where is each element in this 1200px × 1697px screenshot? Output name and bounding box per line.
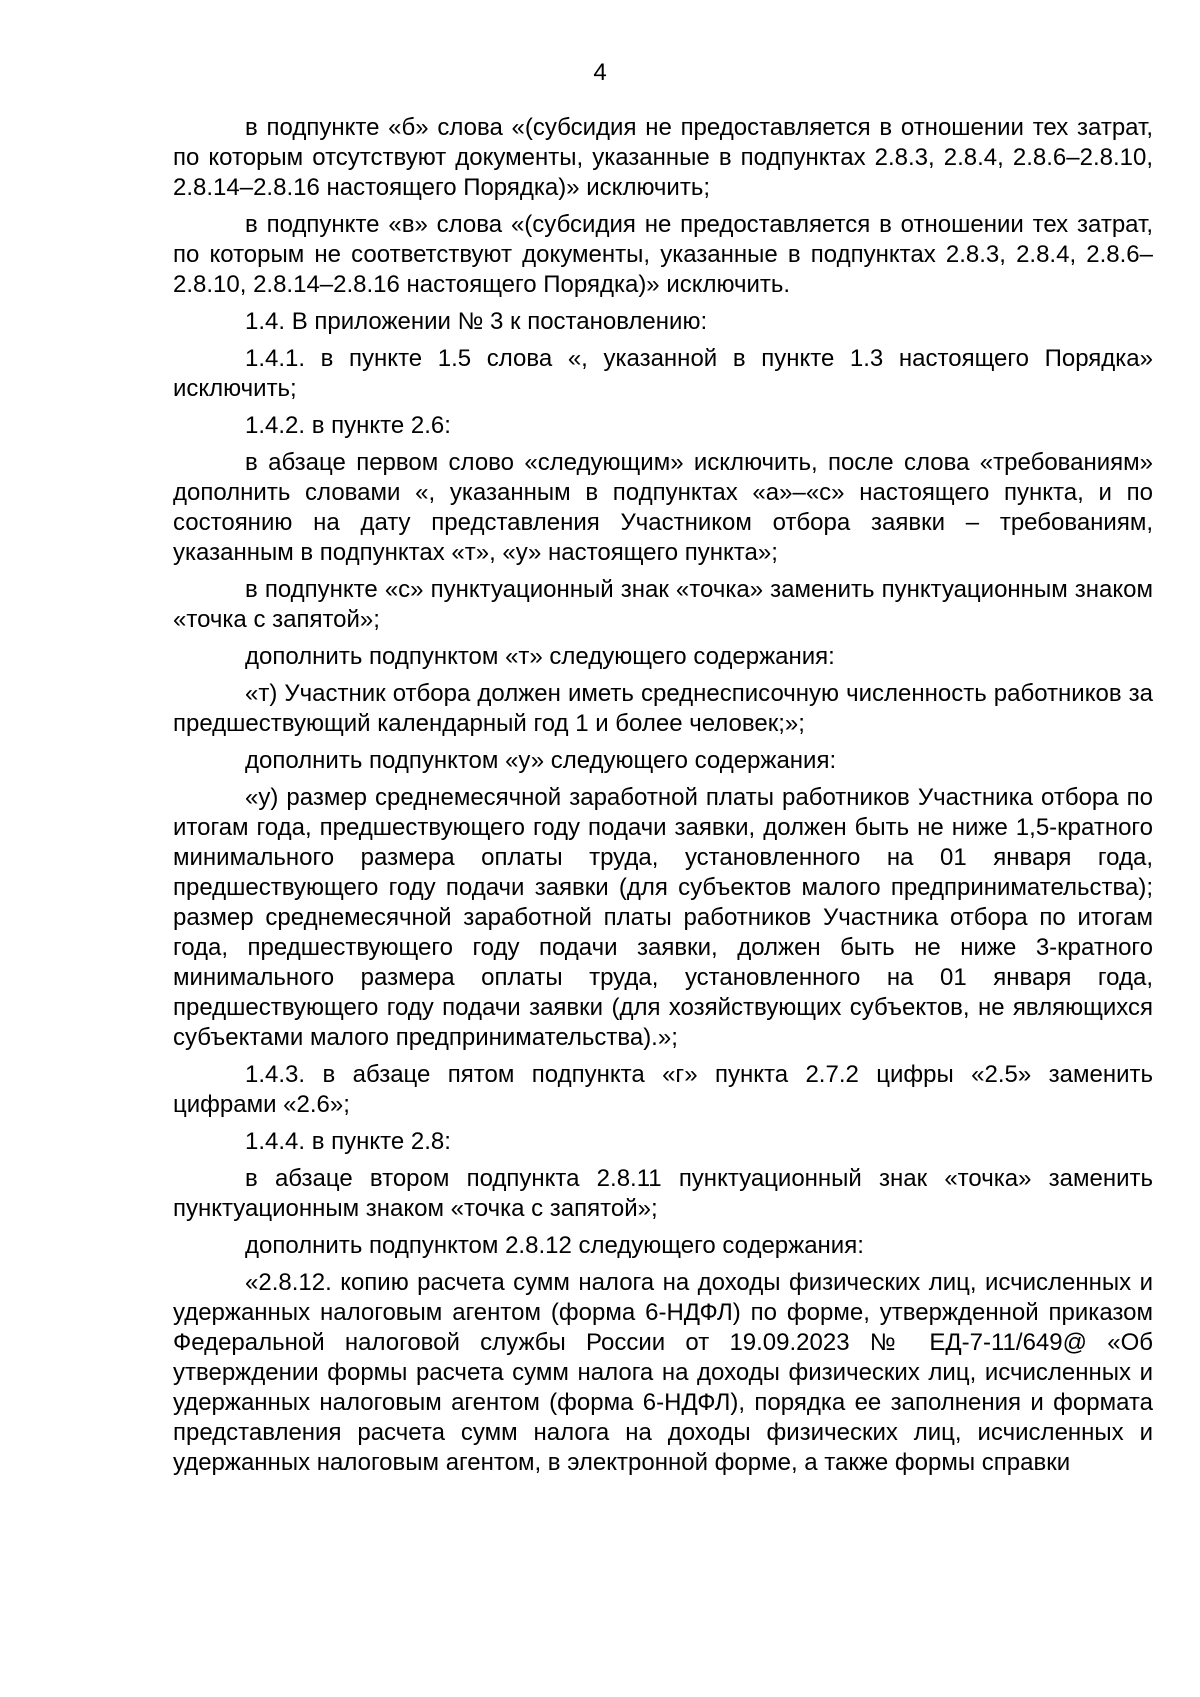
document-body (173, 113, 1153, 1478)
paragraph: 1.4.2. в пункте 2.6: (245, 412, 451, 439)
page-number: 4 (593, 59, 607, 86)
paragraph: 1.4. В приложении № 3 к постановлению: (245, 308, 708, 335)
paragraph: 1.4.4. в пункте 2.8: (245, 1128, 451, 1155)
paragraph: дополнить подпунктом 2.8.12 следующего содержания: (245, 1232, 864, 1259)
paragraph: дополнить подпунктом «у» следующего содержания: (245, 747, 837, 774)
paragraph: дополнить подпунктом «т» следующего содержания: (245, 643, 835, 670)
paragraph: «у) размер среднемесячной заработной платы работников Участника отбора по итогам года, предшествующего году подачи заявки, должен быть не ниже 1,5-кратного минимального размера оплаты труда, установленного на 01 января года, предшествующего году подачи заявки (для субъектов малого предпринимательства); размер среднемесячной заработной платы работников Участника отбора по итогам года, предшествующего году подачи заявки, должен быть не ниже 3-кратного минимального размера оплаты труда, установленного на 01 января года, предшествующего году подачи заявки (для хозяйствующих субъектов, не являющихся субъектами малого предпринимательства).»; (173, 784, 1153, 1051)
paragraph: в подпункте «с» пунктуационный знак «точка» заменить пунктуационным знаком «точка с запятой»; (173, 576, 1153, 633)
paragraph: «т) Участник отбора должен иметь среднесписочную численность работников за предшествующий календарный год 1 и более человек;»; (173, 680, 1153, 737)
paragraph: в абзаце первом слово «следующим» исключить, после слова «требованиям» дополнить словами «, указанным в подпунктах «а»–«с» настоящего пункта, и по состоянию на дату представления Участником отбора заявки – требованиям, указанным в подпунктах «т», «у» настоящего пункта»; (173, 449, 1153, 566)
paragraph: «2.8.12. копию расчета сумм налога на доходы физических лиц, исчисленных и удержанных налоговым агентом (форма 6-НДФЛ) по форме, утвержденной приказом Федеральной налоговой службы России от 19.09.2023 № ЕД-7-11/649@ «Об утверждении формы расчета сумм налога на доходы физических лиц, исчисленных и удержанных налоговым агентом (форма 6-НДФЛ), порядка ее заполнения и формата представления расчета сумм налога на доходы физических лиц, исчисленных и удержанных налоговым агентом, в электронной форме, а также формы справки (173, 1269, 1153, 1476)
paragraph: в подпункте «б» слова «(субсидия не предоставляется в отношении тех затрат, по которым отсутствуют документы, указанные в подпунктах 2.8.3, 2.8.4, 2.8.6–2.8.10, 2.8.14–2.8.16 настоящего Порядка)» исключить; (173, 114, 1153, 201)
paragraph: 1.4.3. в абзаце пятом подпункта «г» пункта 2.7.2 цифры «2.5» заменить цифрами «2.6»; (173, 1061, 1153, 1118)
paragraph: в абзаце втором подпункта 2.8.11 пунктуационный знак «точка» заменить пунктуационным знаком «точка с запятой»; (173, 1165, 1153, 1222)
paragraph: 1.4.1. в пункте 1.5 слова «, указанной в пункте 1.3 настоящего Порядка» исключить; (173, 345, 1153, 402)
paragraph: в подпункте «в» слова «(субсидия не предоставляется в отношении тех затрат, по которым не соответствуют документы, указанные в подпунктах 2.8.3, 2.8.4, 2.8.6–2.8.10, 2.8.14–2.8.16 настоящего Порядка)» исключить. (173, 211, 1153, 298)
